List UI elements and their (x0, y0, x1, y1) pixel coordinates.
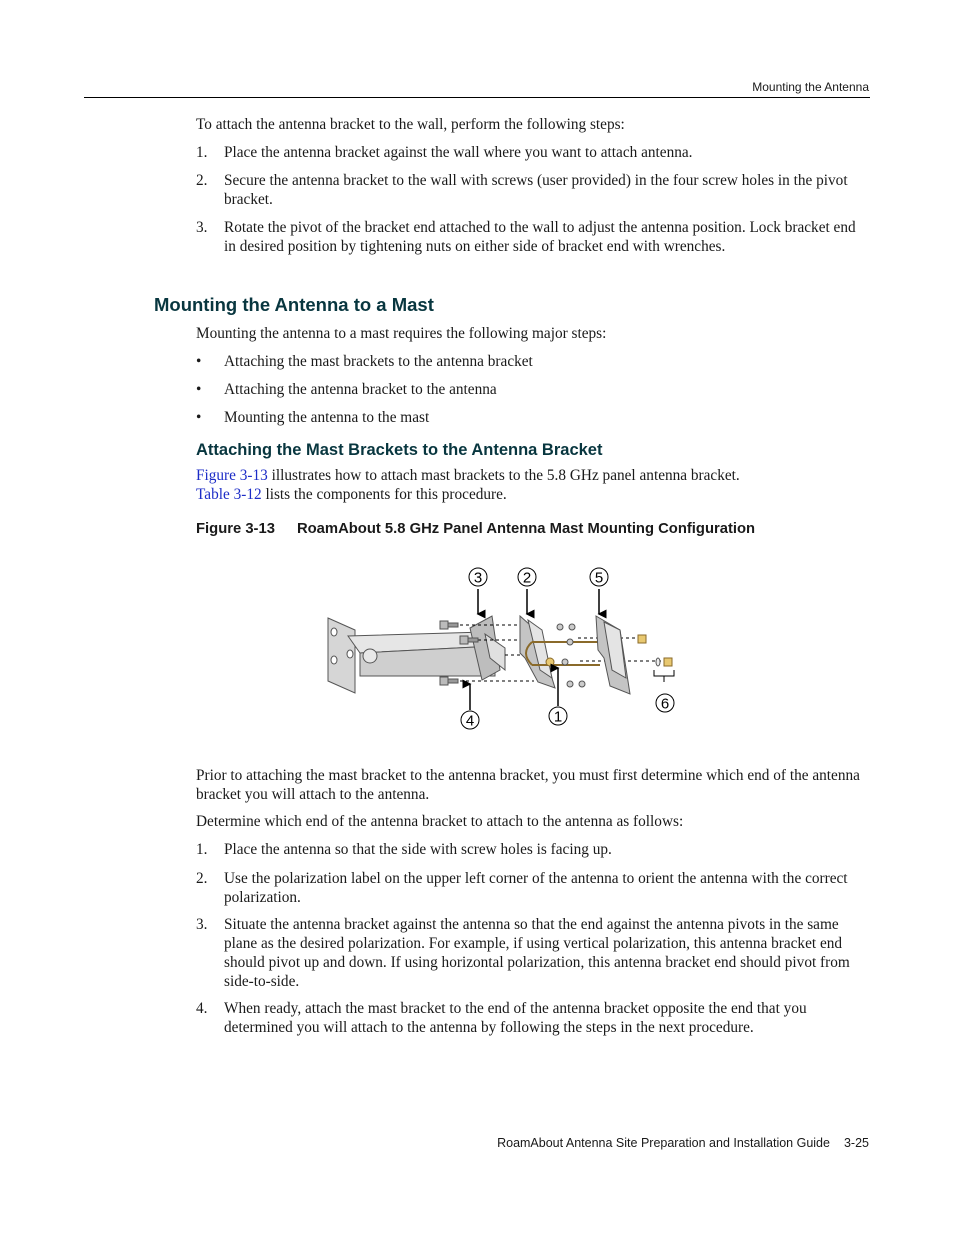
figure-label: Figure 3-13 (196, 521, 275, 537)
callout-number: 4 (465, 712, 475, 730)
list-number: 1. (196, 144, 208, 161)
page-number: 3-25 (843, 1136, 869, 1150)
subsection-paragraph (196, 466, 868, 504)
table-link-text: lists the components for this procedure. (261, 486, 507, 503)
list-text: Use the polarization label on the upper left corner of the antenna to orient the antenna with the correct polarization. (224, 870, 848, 906)
callout-number: 6 (660, 695, 670, 713)
callout-5 (590, 568, 608, 587)
antenna-bracket-arm (348, 616, 505, 680)
nut-washer-set (638, 635, 674, 682)
list-number: 3. (196, 219, 208, 236)
callout-1 (549, 707, 567, 726)
callout-6 (656, 694, 674, 713)
header-rule (84, 97, 870, 98)
running-header: Mounting the Antenna (752, 80, 869, 94)
page-footer (497, 1136, 869, 1150)
list-number: 4. (196, 1000, 208, 1017)
callout-number: 3 (473, 569, 483, 587)
figure-link-text: illustrates how to attach mast brackets to the 5.8 GHz panel antenna bracket. (267, 467, 740, 484)
list-text: Situate the antenna bracket against the antenna so that the end against the antenna pivots in the same plane as the desired polarization. For example, if using vertical polarization, this antenna bracket end should pivot up and down. If using horizontal polarization, this antenna bracket end should pivot from side-to-side. (224, 916, 850, 990)
bullet-text: Mounting the antenna to the mast (224, 409, 430, 426)
list-number: 1. (196, 841, 208, 858)
table-link[interactable]: Table 3-12 (196, 486, 262, 503)
callout-3 (469, 568, 487, 587)
section-intro: Mounting the antenna to a mast requires the following major steps: (196, 325, 607, 342)
mast-bracket-outer (596, 616, 630, 694)
paragraph: Prior to attaching the mast bracket to the antenna bracket, you must first determine which end of the antenna bracket you will attach to the antenna. (196, 767, 860, 803)
bullet-mark: • (196, 381, 202, 398)
figure-link[interactable]: Figure 3-13 (196, 467, 268, 484)
list-text: Place the antenna so that the side with screw holes is facing up. (224, 841, 612, 858)
subsection-heading: Attaching the Mast Brackets to the Antenna Bracket (196, 441, 603, 459)
footer-guide-title: RoamAbout Antenna Site Preparation and Installation Guide (497, 1136, 830, 1150)
callout-number: 2 (522, 569, 532, 587)
callout-number: 5 (594, 569, 604, 587)
list-number: 2. (196, 870, 208, 887)
bullet-mark: • (196, 353, 202, 370)
list-number: 2. (196, 172, 208, 189)
mast-mounting-diagram (320, 558, 690, 738)
pivot-plate (328, 618, 355, 693)
list-number: 3. (196, 916, 208, 933)
section-heading: Mounting the Antenna to a Mast (154, 294, 434, 315)
callout-2 (518, 568, 536, 587)
callout-4 (461, 711, 479, 730)
list-text: Rotate the pivot of the bracket end attached to the wall to adjust the antenna position. Lock bracket end in desired position by tightening nuts on either side of bracket end with wrenches. (224, 219, 856, 255)
figure-caption (196, 521, 755, 537)
list-text: Secure the antenna bracket to the wall with screws (user provided) in the four screw holes in the pivot bracket. (224, 172, 848, 208)
callout-number: 1 (553, 708, 563, 726)
bullet-mark: • (196, 409, 202, 426)
intro-paragraph: To attach the antenna bracket to the wall, perform the following steps: (196, 116, 625, 133)
list-text: When ready, attach the mast bracket to the end of the antenna bracket opposite the end that you determined you will attach to the antenna by following the steps in the next procedure. (224, 1000, 807, 1036)
bullet-text: Attaching the antenna bracket to the antenna (224, 381, 497, 398)
list-text: Place the antenna bracket against the wall where you want to attach antenna. (224, 144, 693, 161)
bullet-text: Attaching the mast brackets to the antenna bracket (224, 353, 533, 370)
figure-title: RoamAbout 5.8 GHz Panel Antenna Mast Mounting Configuration (296, 521, 756, 537)
paragraph: Determine which end of the antenna bracket to attach to the antenna as follows: (196, 813, 684, 830)
